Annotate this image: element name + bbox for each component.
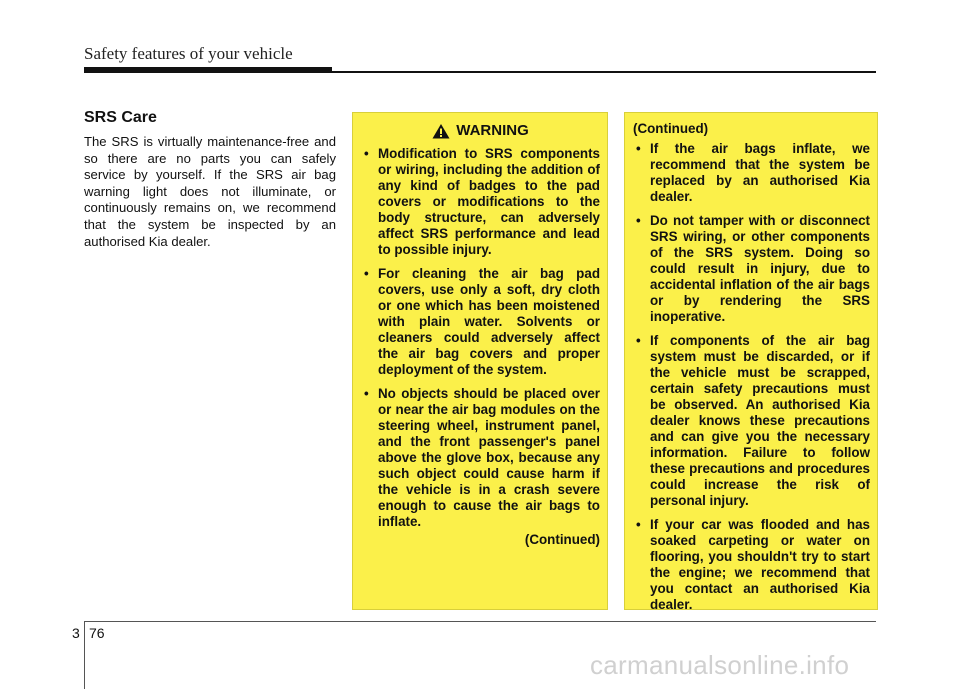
continued-label: (Continued) [524, 532, 600, 547]
warning-box [352, 112, 608, 610]
footer-divider [84, 621, 85, 689]
warning-title: WARNING [456, 122, 529, 139]
page-number: 76 [89, 625, 105, 641]
page-header-title: Safety features of your vehicle [84, 44, 293, 63]
warning-item: • For cleaning the air bag pad covers, use only a soft, dry cloth or one which has been moistened with plain water. Solvents or cleaners could adversely affect the air bag covers and proper deployment of the system. [361, 266, 600, 378]
warning-list [361, 146, 600, 530]
warning-triangle-icon [432, 123, 450, 139]
header-rule [84, 71, 876, 73]
watermark: carmanualsonline.info [590, 650, 850, 680]
continued-warning-list [633, 141, 870, 613]
continued-label: (Continued) [633, 121, 709, 136]
warning-header [361, 123, 600, 139]
warning-item: • If components of the air bag system must be discarded, or if the vehicle must be scrapped, certain safety precautions must be observed. An authorised Kia dealer knows these precautions and can give you the necessary information. Failure to follow these precautions and procedures could increase the risk of personal injury. [633, 333, 870, 509]
footer-rule [84, 621, 876, 622]
chapter-number: 3 [72, 625, 80, 641]
continued-warning-box [624, 112, 878, 610]
warning-item: • No objects should be placed over or near the air bag modules on the steering wheel, instrument panel, and the front passenger's panel above the glove box, because any such object could cause harm if the vehicle is in a crash severe enough to cause the air bags to inflate. [361, 386, 600, 530]
warning-item: • If your car was flooded and has soaked carpeting or water on flooring, you shouldn't try to start the engine; we recommend that you contact an authorised Kia dealer. [633, 517, 870, 613]
warning-item: • Do not tamper with or disconnect SRS wiring, or other components of the SRS system. Doing so could result in injury, due to accidental inflation of the air bags or by rendering the SRS inoperative. [633, 213, 870, 325]
section-body: The SRS is virtually maintenance-free and so there are no parts you can safely service by yourself. If the SRS air bag warning light does not illuminate, or continuously remains on, we recommend that the system be inspected by an authorised Kia dealer. [84, 134, 336, 249]
warning-item: • If the air bags inflate, we recommend that the system be replaced by an authorised Kia dealer. [633, 141, 870, 205]
section-heading: SRS Care [84, 109, 157, 126]
warning-item: • Modification to SRS components or wiring, including the addition of any kind of badges to the pad covers or modifications to the body structure, can adversely affect SRS performance and lead to possible injury. [361, 146, 600, 258]
